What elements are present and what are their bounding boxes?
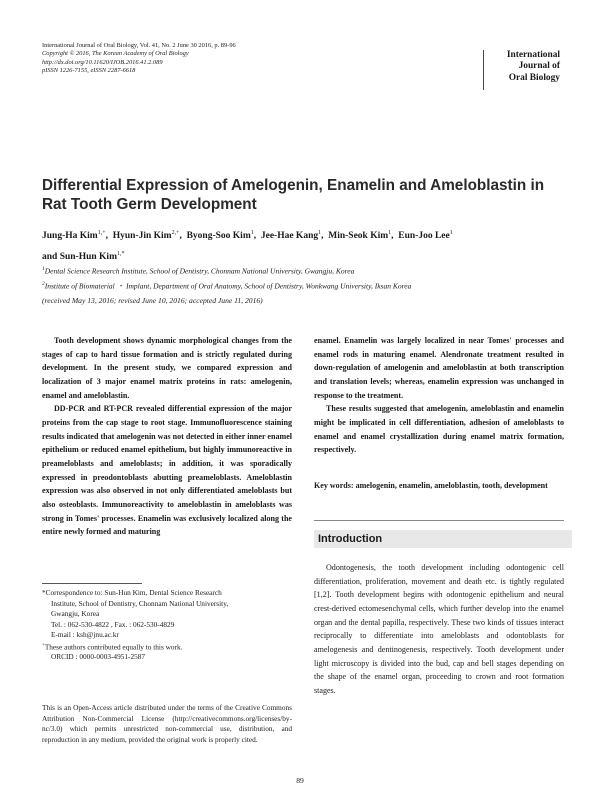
footnote-tel: Tel. : 062-530-4822 , Fax. : 062-530-4829 <box>51 619 175 629</box>
affiliations <box>42 263 562 292</box>
page-number: 89 <box>296 776 304 785</box>
author-name: Eun-Joo Lee <box>398 231 450 242</box>
author-name: Byong-Soo Kim <box>186 231 251 242</box>
equal-sup: + <box>42 642 45 648</box>
footnote-line: Gwangju, Korea <box>51 609 100 618</box>
abstract-paragraph: Tooth development shows dynamic morphological changes from the stages of cap to hard tissue formation and is strictly regulated during development. In the present study, we compared expression and localization of 3 major enamel matrix proteins in rats: amelogenin, enamel and ameloblastin. <box>42 336 292 400</box>
footnote-email[interactable]: E-mail : ksh@jnu.ac.kr <box>51 630 119 639</box>
footnote-orcid: ORCID : 0000-0003-4951-2587 <box>51 652 146 662</box>
article-title: Differential Expression of Amelogenin, Enamelin and Ameloblastin in Rat Tooth Germ Development <box>42 177 545 213</box>
author-sup: 1,* <box>116 251 125 258</box>
abstract-left <box>42 334 292 539</box>
author-sup: 1,+ <box>97 230 106 236</box>
doi-link[interactable]: http://dx.doi.org/10.11620/IJOB.2016.41.2.089 <box>42 58 163 66</box>
footnote-line: Institute, School of Dentistry, Chonnam National University, <box>51 598 229 608</box>
footnote-equal <box>42 641 292 653</box>
journal-name-line: International <box>506 50 560 60</box>
equal-text: These authors contributed equally to this work. <box>44 641 183 651</box>
footnote-line: *Correspondence to: Sun-Hun Kim, Dental Science Research <box>42 588 222 597</box>
footnote-divider <box>42 583 142 584</box>
author-name: and Sun-Hun Kim <box>42 252 117 263</box>
author-sup: 1 <box>449 230 453 236</box>
affiliation-2 <box>42 278 562 293</box>
abstract-paragraph: enamel. Enamelin was largely localized in near Tomes' processes and enamel rods in maturing enamel. Alendronate treatment resulted in down-regulation of amelogenin and ameloblastin at both transcription and translation levels; whereas, enamelin expression was unchanged in response to the treatment. <box>314 336 564 400</box>
author-list: Jung-Ha Kim$^{1,+}$, Hyun-Jin Kim$^{2,+}$, Byong-Soo Kim$^1$, Jee-Hae Kang$^1$, Min-Seok Kim$^1$, Eun-Joo Lee$^1$ and Sun-Hun Kim$^{1,*}$ <box>42 230 453 263</box>
author-name: Jung-Ha Kim <box>42 231 98 242</box>
author-sup: 1 <box>318 230 322 236</box>
journal-name-line: Journal of <box>518 61 560 72</box>
received-dates: (received May 13, 2016; revised June 10, 2016; accepted June 11, 2016) <box>42 296 263 305</box>
journal-name-box <box>483 50 560 90</box>
abstract-right <box>314 334 564 457</box>
affiliation-text: Dental Science Research Institute, School of Dentistry, Chonnam National University, Gwangju, Korea <box>44 266 355 276</box>
author-sup: 2,+ <box>171 230 180 236</box>
author-sup: 1 <box>388 230 392 236</box>
abstract-paragraph: DD-PCR and RT-PCR revealed differential expression of the major proteins from the cap stage to root stage. Immunofluorescence staining results indicated that amelogenin was not detected in either inner enamel epithelium or reduced enamel epithelium, but highly immunoreactive in preameloblasts and ameloblasts; in addition, it was sporadically expressed in preodontoblasts abutting preameloblasts. Ameloblastin expression was also observed in not only differentiated ameloblasts but also osteoblasts. Immunoreactivity to ameloblastin in ameloblasts was strong in Tomes' processes. Enamelin was exclusively localized along the entire newly formed and maturing <box>42 404 292 537</box>
section-divider <box>314 520 564 521</box>
intro-heading: Introduction <box>314 530 572 548</box>
author-name: Jee-Hae Kang <box>260 231 319 242</box>
affiliation-1 <box>42 263 562 278</box>
intro-body <box>314 561 564 698</box>
intro-paragraph: Odontogenesis, the tooth development including odontogenic cell differentiation, proliferation, movement and death etc. is tightly regulated [1,2]. Tooth development begins with odontogenic epithelium and neural crest-derived ectomesenchymal cells, which further develop into the enamel organ and the dental papilla, respectively. These two kinds of tissues interact reciprocally to differentiate into ameloblasts and odontoblasts for amelogenesis and dentinogenesis, respectively. Tooth development under light microscopy is divided into the bud, cap and bell stages depending on the shape of the enamel organ, proceeding to crown and root formation stages. <box>314 563 564 695</box>
correspondence-footnote <box>42 588 292 663</box>
license-text: This is an Open-Access article distributed under the terms of the Creative Commons Attribution Non-Commercial License (http://creativecommons.org/licenses/by-nc/3.0) which permits unrestricted non-commercial use, distribution, and reproduction in any medium, provided the original work is properly cited. <box>42 703 292 744</box>
issn-line: pISSN 1226-7155, eISSN 2287-6618 <box>42 67 136 75</box>
keywords: Key words: amelogenin, enamelin, ameloblastin, tooth, development <box>314 481 548 490</box>
author-sup: 1 <box>250 230 254 236</box>
affiliation-sup: 1 <box>42 266 45 272</box>
author-name: Min-Seok Kim <box>328 231 389 242</box>
journal-meta <box>42 42 236 76</box>
affiliation-text: Institute of Biomaterial ・ Implant, Department of Oral Anatomy, School of Dentistry, Wonkwang University, Iksan Korea <box>44 281 412 290</box>
copyright-line: Copyright © 2016, The Korean Academy of Oral Biology <box>42 50 189 58</box>
abstract-paragraph: These results suggested that amelogenin, ameloblastin and enamelin might be implicated in cell differentiation, adhesion of ameloblasts to enamel and enamel crystallization during enamel matrix formation, respectively. <box>314 404 564 455</box>
citation-line: International Journal of Oral Biology, Vol. 41, No. 2 June 30 2016, p. 89-96 <box>42 42 236 49</box>
journal-name-line: Oral Biology <box>508 72 560 83</box>
author-name: Hyun-Jin Kim <box>112 231 172 242</box>
affiliation-sup: 2 <box>42 280 45 287</box>
